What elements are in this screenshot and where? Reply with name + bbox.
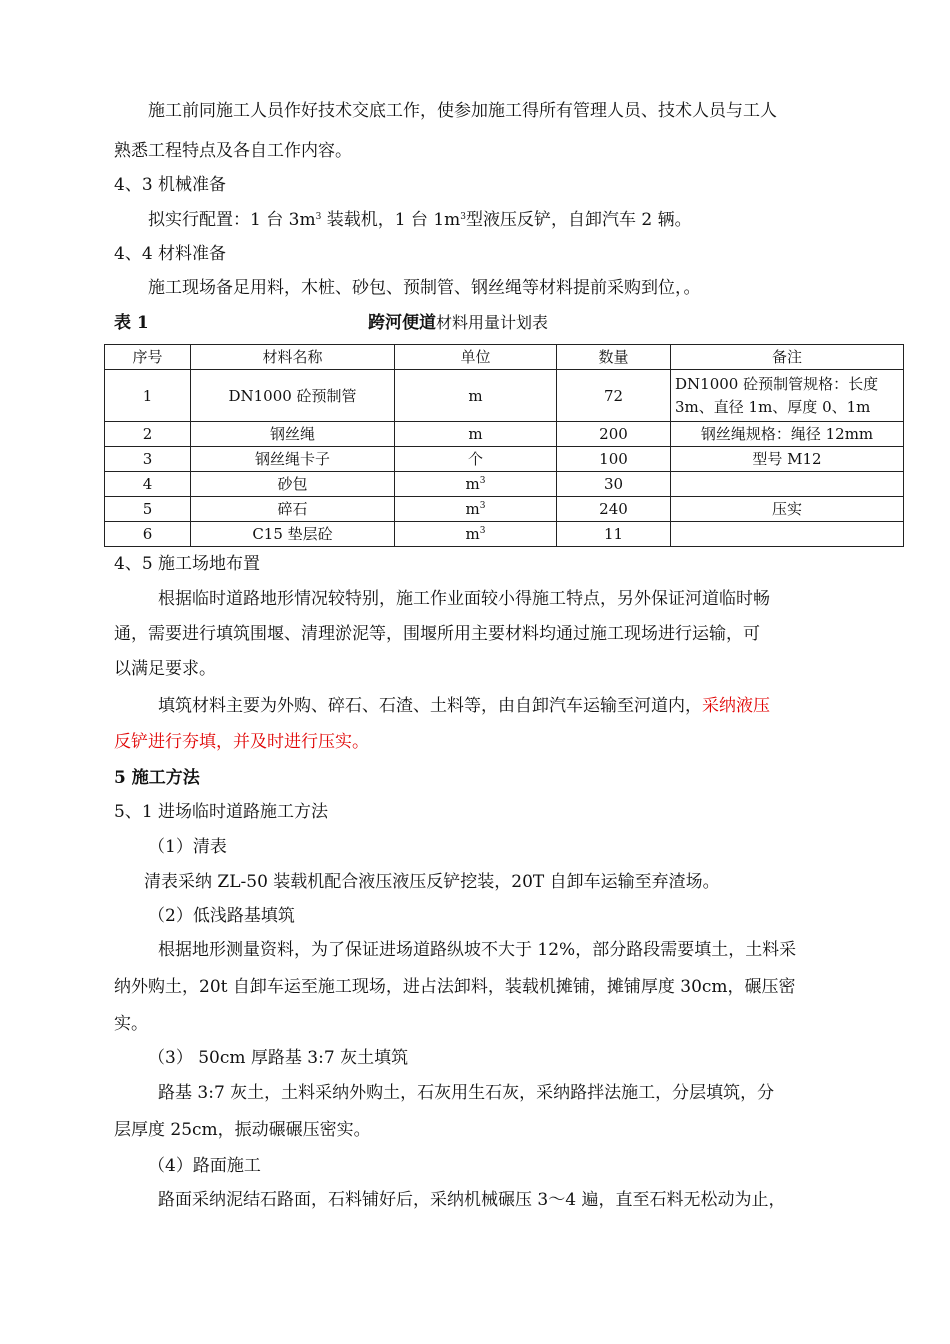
paragraph-line: 路基 3:7 灰土，土料采纳外购土，石灰用生石灰，采纳路拌法施工，分层填筑，分 [158,1083,775,1103]
material-table [104,344,904,547]
cell-note: DN1000 砼预制管规格：长度 3m、直径 1m、厚度 0、1m [671,370,904,422]
table-label: 表 1 [114,313,149,333]
cell-no: 5 [105,497,191,522]
header-cell: 序号 [105,345,191,370]
header-cell: 单位 [395,345,557,370]
cell-unit: $m^3$ [395,472,557,497]
item-title: （3） 50cm 厚路基 3:7 灰土填筑 [148,1048,409,1068]
cell-no: 4 [105,472,191,497]
cell-name: DN1000 砼预制管 [191,370,395,422]
cell-qty: 30 [557,472,671,497]
table-row [105,447,904,472]
cell-no: 2 [105,422,191,447]
header-cell: 备注 [671,345,904,370]
cell-note: 钢丝绳规格：绳径 12mm [671,422,904,447]
section-heading-5: 5 施工方法 [114,768,200,788]
paragraph-line: 清表采纳 ZL-50 装载机配合液压液压反铲挖装，20T 自卸车运输至弃渣场。 [144,872,720,892]
cell-unit: $m^3$ [395,497,557,522]
cell-no: 3 [105,447,191,472]
cell-unit: 个 [395,447,557,472]
cell-qty: 11 [557,522,671,547]
paragraph-line: 层厚度 25cm，振动碾碾压密实。 [114,1120,371,1140]
subsection-heading-5-1: 5、1 进场临时道路施工方法 [114,802,329,822]
cell-unit: m [395,370,557,422]
section-heading-4-4: 4、4 材料准备 [114,244,227,264]
cell-name: 碎石 [191,497,395,522]
cell-no: 6 [105,522,191,547]
paragraph-line: 熟悉工程特点及各自工作内容。 [114,141,352,161]
paragraph-line: 根据地形测量资料，为了保证进场道路纵坡不大于 12%，部分路段需要填土，土料采 [158,940,797,960]
paragraph-line: 通，需要进行填筑围堰、清理淤泥等，围堰所用主要材料均通过施工现场进行运输，可 [114,624,760,644]
section-heading-4-5: 4、5 施工场地布置 [114,554,261,574]
cell-qty: 200 [557,422,671,447]
cell-note [671,472,904,497]
cell-qty: 72 [557,370,671,422]
cell-qty: 100 [557,447,671,472]
cell-qty: 240 [557,497,671,522]
paragraph-line: 拟实行配置：1 台 $3m^3$ 装载机，1 台 $1m^3$型液压反铲，自卸汽车 2 辆。 [148,210,692,230]
cell-name: C15 垫层砼 [191,522,395,547]
table-header-row [105,345,904,370]
paragraph-line: 实。 [114,1014,148,1034]
cell-unit: $m^3$ [395,522,557,547]
paragraph-line: 路面采纳泥结石路面，石料铺好后，采纳机械碾压 3～4 遍，直至石料无松动为止， [158,1190,786,1210]
paragraph-line: 根据临时道路地形情况较特别，施工作业面较小得施工特点，另外保证河道临时畅 [158,589,770,609]
table-row [105,522,904,547]
section-heading-4-3: 4、3 机械准备 [114,175,227,195]
item-title: （4）路面施工 [148,1156,261,1176]
table-row [105,472,904,497]
header-cell: 材料名称 [191,345,395,370]
cell-name: 砂包 [191,472,395,497]
cell-unit: m [395,422,557,447]
highlighted-text: 反铲进行夯填，并及时进行压实。 [114,732,369,752]
cell-note: 型号 M12 [671,447,904,472]
item-title: （2）低浅路基填筑 [148,906,295,926]
table-row [105,422,904,447]
table-row [105,370,904,422]
paragraph-line: 纳外购土，20t 自卸车运至施工现场，进占法卸料，装载机摊铺，摊铺厚度 30cm，碾压密 [114,977,796,997]
paragraph-line: 填筑材料主要为外购、碎石、石渣、土料等，由自卸汽车运输至河道内，采纳液压 [158,696,770,716]
paragraph-line: 施工前同施工人员作好技术交底工作，使参加施工得所有管理人员、技术人员与工人 [148,101,777,121]
highlighted-text: 采纳液压 [702,696,770,716]
item-title: （1）清表 [148,837,227,857]
cell-name: 钢丝绳 [191,422,395,447]
header-cell: 数量 [557,345,671,370]
cell-name: 钢丝绳卡子 [191,447,395,472]
cell-note: 压实 [671,497,904,522]
paragraph-line: 以满足要求。 [114,659,216,679]
paragraph-line: 施工现场备足用料，木桩、砂包、预制管、钢丝绳等材料提前采购到位，。 [148,278,701,298]
cell-note [671,522,904,547]
table-title: 跨河便道材料用量计划表 [368,313,549,333]
table-row [105,497,904,522]
cell-no: 1 [105,370,191,422]
